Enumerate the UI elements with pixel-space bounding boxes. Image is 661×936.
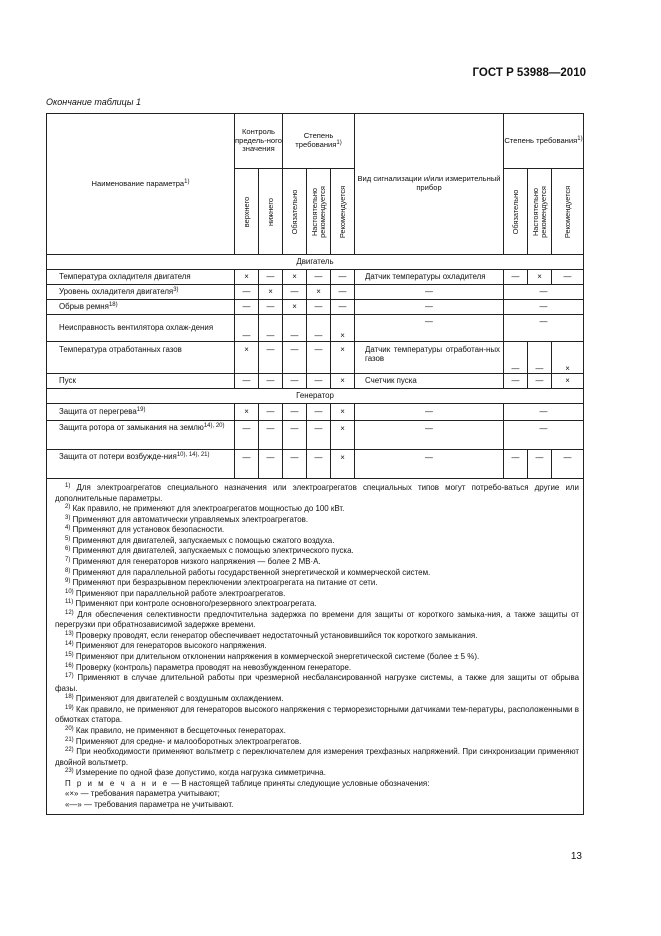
device-cell: Счетчик пуска	[355, 374, 504, 389]
device-cell: —	[355, 285, 504, 300]
upper-limit-cell: —	[235, 421, 259, 450]
parameter-name: Температура охладителя двигателя	[47, 270, 235, 285]
device-recommended-cell: —	[552, 450, 584, 479]
strongly-recommended-cell: —	[307, 270, 331, 285]
strongly-recommended-cell: —	[307, 374, 331, 389]
recommended-header: Рекомендуется	[331, 169, 355, 255]
upper-limit-cell: —	[235, 300, 259, 315]
device-requirement-cell: —	[504, 300, 584, 315]
lower-limit-cell: —	[259, 421, 283, 450]
standard-number: ГОСТ Р 53988—2010	[472, 67, 586, 79]
strongly-recommended-cell: —	[307, 404, 331, 421]
device-cell: —	[355, 315, 504, 342]
degree-header-left: Степень требования$^{1)}$	[283, 114, 355, 169]
recommended-cell: ×	[331, 450, 355, 479]
recommended-cell: ×	[331, 421, 355, 450]
mandatory-cell: ×	[283, 300, 307, 315]
device-mandatory-header: Обязательно	[504, 169, 528, 255]
parameter-name: Температура отработанных газов	[47, 342, 235, 374]
parameter-name: Пуск	[47, 374, 235, 389]
strongly-recommended-cell: —	[307, 300, 331, 315]
device-strongly-recommended-cell: —	[528, 374, 552, 389]
device-mandatory-cell: —	[504, 342, 528, 374]
recommended-cell: ×	[331, 315, 355, 342]
degree-header-right: Степень требования$^{1)}$	[504, 114, 584, 169]
table-note: П р и м е ч а н и е — В настоящей таблице приняты следующие условные обозначения:	[65, 778, 430, 788]
lower-limit-cell: —	[259, 450, 283, 479]
mandatory-cell: ×	[283, 270, 307, 285]
mandatory-cell: —	[283, 342, 307, 374]
lower-limit-cell: ×	[259, 285, 283, 300]
device-requirement-cell: —	[504, 421, 584, 450]
parameter-name: Защита от потери возбужде-ния$^{10), 14), 21)}$	[47, 450, 235, 479]
header-row-1	[47, 114, 584, 169]
table-continuation-caption: Окончание таблицы 1	[46, 97, 141, 107]
section-generator: Генератор	[47, 389, 584, 404]
recommended-cell: —	[331, 285, 355, 300]
device-recommended-cell: ×	[552, 342, 584, 374]
parameter-name: Обрыв ремня$^{18)}$	[47, 300, 235, 315]
mandatory-cell: —	[283, 421, 307, 450]
upper-limit-cell: —	[235, 374, 259, 389]
strongly-recommended-header: Настоятельно рекомендуется	[307, 169, 331, 255]
parameter-name: Уровень охладителя двигателя$^{3)}$	[47, 285, 235, 300]
upper-limit-cell: —	[235, 285, 259, 300]
lower-limit-header: нижнего	[259, 169, 283, 255]
table-row	[47, 450, 584, 479]
table-row	[47, 342, 584, 374]
parameter-name: Защита от перегрева$^{19)}$	[47, 404, 235, 421]
device-requirement-cell: —	[504, 285, 584, 300]
strongly-recommended-cell: —	[307, 315, 331, 342]
table-row	[47, 300, 584, 315]
lower-limit-cell: —	[259, 270, 283, 285]
name-column-header: Наименование параметра$^{1)}$	[47, 114, 235, 255]
mandatory-cell: —	[283, 315, 307, 342]
recommended-cell: ×	[331, 374, 355, 389]
strongly-recommended-cell: —	[307, 342, 331, 374]
section-engine: Двигатель	[47, 255, 584, 270]
device-cell: —	[355, 404, 504, 421]
table-row	[47, 270, 584, 285]
device-strongly-recommended-header: Настоятельно рекомендуется	[528, 169, 552, 255]
upper-limit-cell: ×	[235, 270, 259, 285]
mandatory-header: Обязательно	[283, 169, 307, 255]
page-number: 13	[570, 851, 582, 862]
device-recommended-header: Рекомендуется	[552, 169, 584, 255]
device-cell: —	[355, 421, 504, 450]
mandatory-cell: —	[283, 374, 307, 389]
device-cell: Датчик температуры охладителя	[355, 270, 504, 285]
footnotes-row	[47, 479, 584, 815]
mandatory-cell: —	[283, 450, 307, 479]
table-row	[47, 285, 584, 300]
lower-limit-cell: —	[259, 315, 283, 342]
device-cell: Датчик температуры отработан-ных газов	[355, 342, 504, 374]
mandatory-cell: —	[283, 404, 307, 421]
upper-limit-cell: —	[235, 450, 259, 479]
device-cell: —	[355, 450, 504, 479]
device-mandatory-cell: —	[504, 270, 528, 285]
strongly-recommended-cell: ×	[307, 285, 331, 300]
table-row	[47, 374, 584, 389]
device-strongly-recommended-cell: —	[528, 342, 552, 374]
table-row	[47, 421, 584, 450]
upper-limit-cell: —	[235, 315, 259, 342]
parameter-name: Неисправность вентилятора охлаж-дения	[47, 315, 235, 342]
footnotes: $^{1)}$ Для электроагрегатов специального назначения или электроагрегатов специальных типов могут потребо-ваться другие или дополнительные параметры. $^{2)}$ Как правило, не применяют для электроагрегатов мощностью до 100 кВт. $^{3)}$ Применяют для автоматически управляемых электроагрегатов. $^{4)}$ Применяют для установок безопасности. $^{5)}$ Применяют для двигателей, запускаемых с помощью сжатого воздуха. $^{6)}$ Применяют для двигателей, запускаемых с помощью электрического пуска. $^{7)}$ Применяют для генераторов низкого напряжения — более 2 МВ·А. $^{8)}$ Применяют для параллельной работы государственной энергетической и коммерческой систем. $^{9)}$ Применяют при безразрывном переключении электроагрегата на питание от сети. $^{10)}$ Применяют при параллельной работе электроагрегатов. $^{11)}$ Применяют при контроле основного/резервного электроагрегата. $^{12)}$ Для обеспечения селективности предпочтительна задержка по времени для защиты от короткого замыка-ния, а также защиты от перегрузки при обратнозависимой задержке времени. $^{13)}$ Проверку проводят, если генератор обеспечивает недостаточный установившийся ток короткого замыкания. $^{14)}$ Применяют для генераторов высокого напряжения. $^{15)}$ Применяют при длительном отклонении напряжения в коммерческой энергетической системе (более ± 5 %). $^{16)}$ Проверку (контроль) параметра проводят на невозбужденном генераторе. $^{17)}$ Применяют в случае длительной работы при чрезмерной несбалансированной нагрузке системы, а также для защиты от обрыва фазы. $^{18)}$ Применяют для двигателей с воздушным охлаждением. $^{19)}$ Как правило, не применяют для генераторов высокого напряжения с терморезисторными датчиками тем-пературы, расположенными в обмотках статора. $^{20)}$ Как правило, не применяют в бесщеточных генераторах. $^{21)}$ Применяют для средне- и малооборотных электроагрегатов. $^{22)}$ При необходимости применяют вольтметр с переключателем для измерения трехфазных напряжений. При синхронизации применяют двойной вольтметр. $^{23)}$ Измерение по одной фазе допустимо, когда нагрузка симметрична. П р и м е ч а н и е — В настоящей таблице приняты следующие условные обозначения: «×» — требования параметра учитывают; «—» — требования параметра не учитывают.	[47, 479, 584, 815]
upper-limit-cell: ×	[235, 342, 259, 374]
device-requirement-cell: —	[504, 315, 584, 342]
device-cell: —	[355, 300, 504, 315]
device-strongly-recommended-cell: ×	[528, 270, 552, 285]
recommended-cell: —	[331, 270, 355, 285]
table-row	[47, 315, 584, 342]
device-recommended-cell: ×	[552, 374, 584, 389]
recommended-cell: —	[331, 300, 355, 315]
mandatory-cell: —	[283, 285, 307, 300]
upper-limit-header: верхнего	[235, 169, 259, 255]
strongly-recommended-cell: —	[307, 421, 331, 450]
lower-limit-cell: —	[259, 300, 283, 315]
device-recommended-cell: —	[552, 270, 584, 285]
device-mandatory-cell: —	[504, 450, 528, 479]
device-requirement-cell: —	[504, 404, 584, 421]
device-mandatory-cell: —	[504, 374, 528, 389]
lower-limit-cell: —	[259, 342, 283, 374]
limit-control-header: Контроль предель-ного значения	[235, 114, 283, 169]
lower-limit-cell: —	[259, 374, 283, 389]
table-row	[47, 404, 584, 421]
recommended-cell: ×	[331, 342, 355, 374]
upper-limit-cell: ×	[235, 404, 259, 421]
lower-limit-cell: —	[259, 404, 283, 421]
device-column-header: Вид сигнализации и/или измерительный прибор	[355, 114, 504, 255]
parameter-name: Защита ротора от замыкания на землю$^{14), 20)}$	[47, 421, 235, 450]
recommended-cell: ×	[331, 404, 355, 421]
device-strongly-recommended-cell: —	[528, 450, 552, 479]
strongly-recommended-cell: —	[307, 450, 331, 479]
parameters-table	[46, 113, 584, 815]
